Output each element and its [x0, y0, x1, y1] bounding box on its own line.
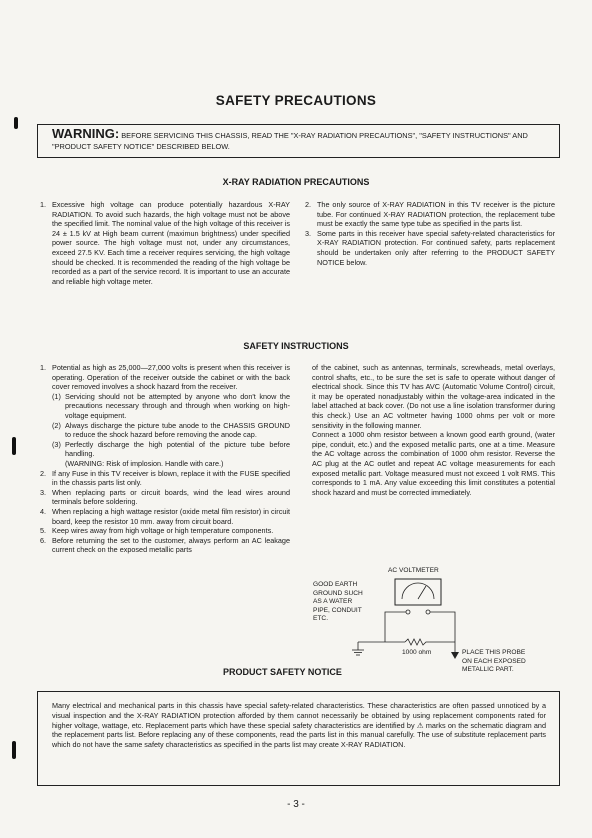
safety-item-3-num: 3.: [40, 487, 47, 497]
probe-label-line-3: METALLIC PART.: [462, 666, 514, 674]
safety-item-1: [40, 363, 290, 392]
lead-left: [385, 612, 406, 642]
probe-label: [462, 649, 526, 675]
safety-item-5-text: Keep wires away from high voltage or high temperature components.: [52, 526, 274, 536]
safety-sub-2-num: (2): [52, 420, 61, 430]
page-number: - 3 -: [287, 799, 305, 810]
safety-item-6: [40, 536, 290, 555]
safety-left-column: [40, 363, 290, 555]
safety-item-4-text: When replacing a high wattage resistor (oxide metal film resistor) in circuit board, keep the resistor 10 mm. away from circuit board.: [52, 506, 290, 526]
xray-item-1: [40, 200, 290, 286]
xray-item-1-num: 1.: [40, 200, 47, 209]
notice-text: Many electrical and mechanical parts in this chassis have special safety-related characteristics. These characteristics are often passed unnoticed by a visual inspection and the X-RAY RADIATION protection afforded by them cannot necessarily be obtained by using replacement components rated for higher voltage, wattage, etc. Replacement parts which have these special safety characteristics are identified by ⚠ marks on the schematic diagram and the replacement parts list. Before replacing any of these components, read the parts list in this manual carefully. The use of substitute replacement parts which do not have the same safety characteristics as specified in the parts list may create X-RAY RADIATION.: [52, 701, 546, 750]
safety-right-para-1: of the cabinet, such as antennas, terminals, screwheads, metal overlays, control shafts, etc., to be sure the set is safe to operate without danger of electrical shock. Since this TV has AVC (Automatic Volume Control) circuit, it may be operated nonadjustably within the voltage-area indicated in the label attached at back cover. (Do not use a line isolation transformer during this check.) Use an AC voltmeter having 1000 ohms per volt or more sensitivity in the following manner.: [312, 363, 555, 430]
warning-text: [52, 128, 552, 152]
safety-item-1-num: 1.: [40, 363, 47, 372]
xray-item-3: [305, 229, 555, 267]
ground-label-line-5: ETC.: [313, 615, 329, 623]
safety-item-6-num: 6.: [40, 535, 47, 545]
safety-sub-1-num: (1): [52, 391, 61, 401]
safety-item-4: [40, 507, 290, 526]
safety-item-1-text: Potential as high as 25,000—27,000 volts is present when this receiver is operating. Operation of the receiver outside the cabinet or with the back cover removed involves a shock hazard from the receiver.: [52, 363, 290, 392]
probe-arrow-icon: [451, 652, 459, 659]
safety-item-5-num: 5.: [40, 526, 47, 536]
safety-item-3-text: When replacing parts or circuit boards, wind the lead wires around terminals before soldering.: [52, 487, 290, 507]
resistor-label: 1000 ohm: [402, 649, 432, 656]
lead-right: [430, 612, 455, 642]
safety-sub-4-num: [52, 459, 65, 469]
safety-sub-1-text: Servicing should not be attempted by anyone who don't know the precautions necessary through and through when working on high-voltage equipment.: [65, 391, 290, 420]
ground-label-line-4: PIPE, CONDUIT: [313, 606, 362, 614]
xray-left-column: [40, 200, 290, 286]
ground-label-line-2: GROUND SUCH: [313, 589, 363, 597]
safety-heading: SAFETY INSTRUCTIONS: [243, 341, 349, 351]
ground-label-line-1: GOOD EARTH: [313, 581, 358, 588]
safety-item-2-text: If any Fuse in this TV receiver is blown, replace it with the FUSE specified in the chassis parts list only.: [52, 468, 290, 488]
voltmeter-needle: [418, 586, 426, 599]
safety-sub-3-num: (3): [52, 439, 61, 449]
margin-mark-top: [14, 117, 18, 129]
notice-heading: PRODUCT SAFETY NOTICE: [223, 667, 342, 677]
safety-sub-4: [40, 459, 290, 469]
xray-heading: X-RAY RADIATION PRECAUTIONS: [222, 177, 370, 187]
xray-item-2-num: 2.: [305, 200, 312, 209]
voltmeter-dial: [402, 583, 434, 599]
page-title: SAFETY PRECAUTIONS: [215, 93, 377, 108]
probe-label-line-1: PLACE THIS PROBE: [462, 649, 526, 656]
safety-sub-3-text: Perfectly discharge the high potential of the picture tube before handling.: [65, 439, 290, 459]
xray-right-column: [305, 200, 555, 267]
safety-sub-4-text: (WARNING: Risk of implosion. Handle with care.): [65, 458, 224, 468]
terminal-left: [406, 610, 410, 614]
margin-mark-bottom: [12, 741, 16, 759]
ground-label-line-3: AS A WATER: [313, 598, 353, 606]
xray-item-1-text: Excessive high voltage can produce potentially hazardous X-RAY RADIATION. To avoid such hazards, the high voltage must not be above the specified limit. The nominal value of the high voltage of this receiver is 24 ± 1.5 kV at High beam current (maximun brightness) under specified power source. The high voltage must not, under any circumstances, exceed 27.5 KV. Each time a receiver requires servicing, the high voltage should be checked. It is recommended the reading of the high voltage be recorded as a part of the service record. It is important to use an accurate and reliable high voltage meter.: [52, 200, 290, 286]
resistor-symbol: [405, 639, 455, 645]
safety-sub-3: [40, 440, 290, 459]
safety-item-3: [40, 488, 290, 507]
xray-item-3-text: Some parts in this receiver have special safety-related characteristics for X-RAY RADIATION protection. For continued safety, parts replacement should be undertaken only after referring to the PRODUCT SAFETY NOTICE below.: [317, 228, 555, 267]
xray-item-2: [305, 200, 555, 229]
ac-voltmeter-label: AC VOLTMETER: [388, 567, 439, 574]
warning-label: WARNING:: [52, 126, 120, 141]
safety-sub-2: [40, 421, 290, 440]
safety-right-para-2: Connect a 1000 ohm resistor between a known good earth ground, (water pipe, conduit, etc.) and the exposed metallic parts, one at a time. Measure the AC voltage across the combination of 1000 ohm resistor. Reverse the AC plug at the AC outlet and repeat AC voltage measurements for each exposed metallic part. Voltage measured must not exceed 1 volt RMS. This corresponds to 1 mA. Any value exceeding this limit constitutes a potential shock hazard and must be corrected immediately.: [312, 430, 555, 497]
safety-item-5: [40, 526, 290, 536]
xray-item-2-text: The only source of X-RAY RADIATION in this TV receiver is the picture tube. For continued X-RAY RADIATION protection, the replacement tube must be exactly the same type tube as specified in the parts list.: [317, 200, 555, 229]
safety-sub-1: [40, 392, 290, 421]
safety-right-column: [312, 363, 555, 497]
safety-item-4-num: 4.: [40, 506, 47, 516]
probe-label-line-2: ON EACH EXPOSED: [462, 657, 526, 665]
warning-body: BEFORE SERVICING THIS CHASSIS, READ THE "X-RAY RADIATION PRECAUTIONS", "SAFETY INSTRUCTIONS" AND "PRODUCT SAFETY NOTICE" DESCRIBED BELOW.: [52, 131, 528, 151]
margin-mark-middle: [12, 437, 16, 455]
terminal-right: [426, 610, 430, 614]
safety-item-2: [40, 469, 290, 488]
xray-item-3-num: 3.: [305, 228, 312, 238]
safety-item-6-text: Before returning the set to the customer, always perform an AC leakage current check on the exposed metallic parts: [52, 535, 290, 555]
safety-item-2-num: 2.: [40, 468, 47, 478]
safety-sub-2-text: Always discharge the picture tube anode to the CHASSIS GROUND to reduce the shock hazard before removing the anode cap.: [65, 420, 290, 440]
ground-label: [313, 581, 363, 624]
